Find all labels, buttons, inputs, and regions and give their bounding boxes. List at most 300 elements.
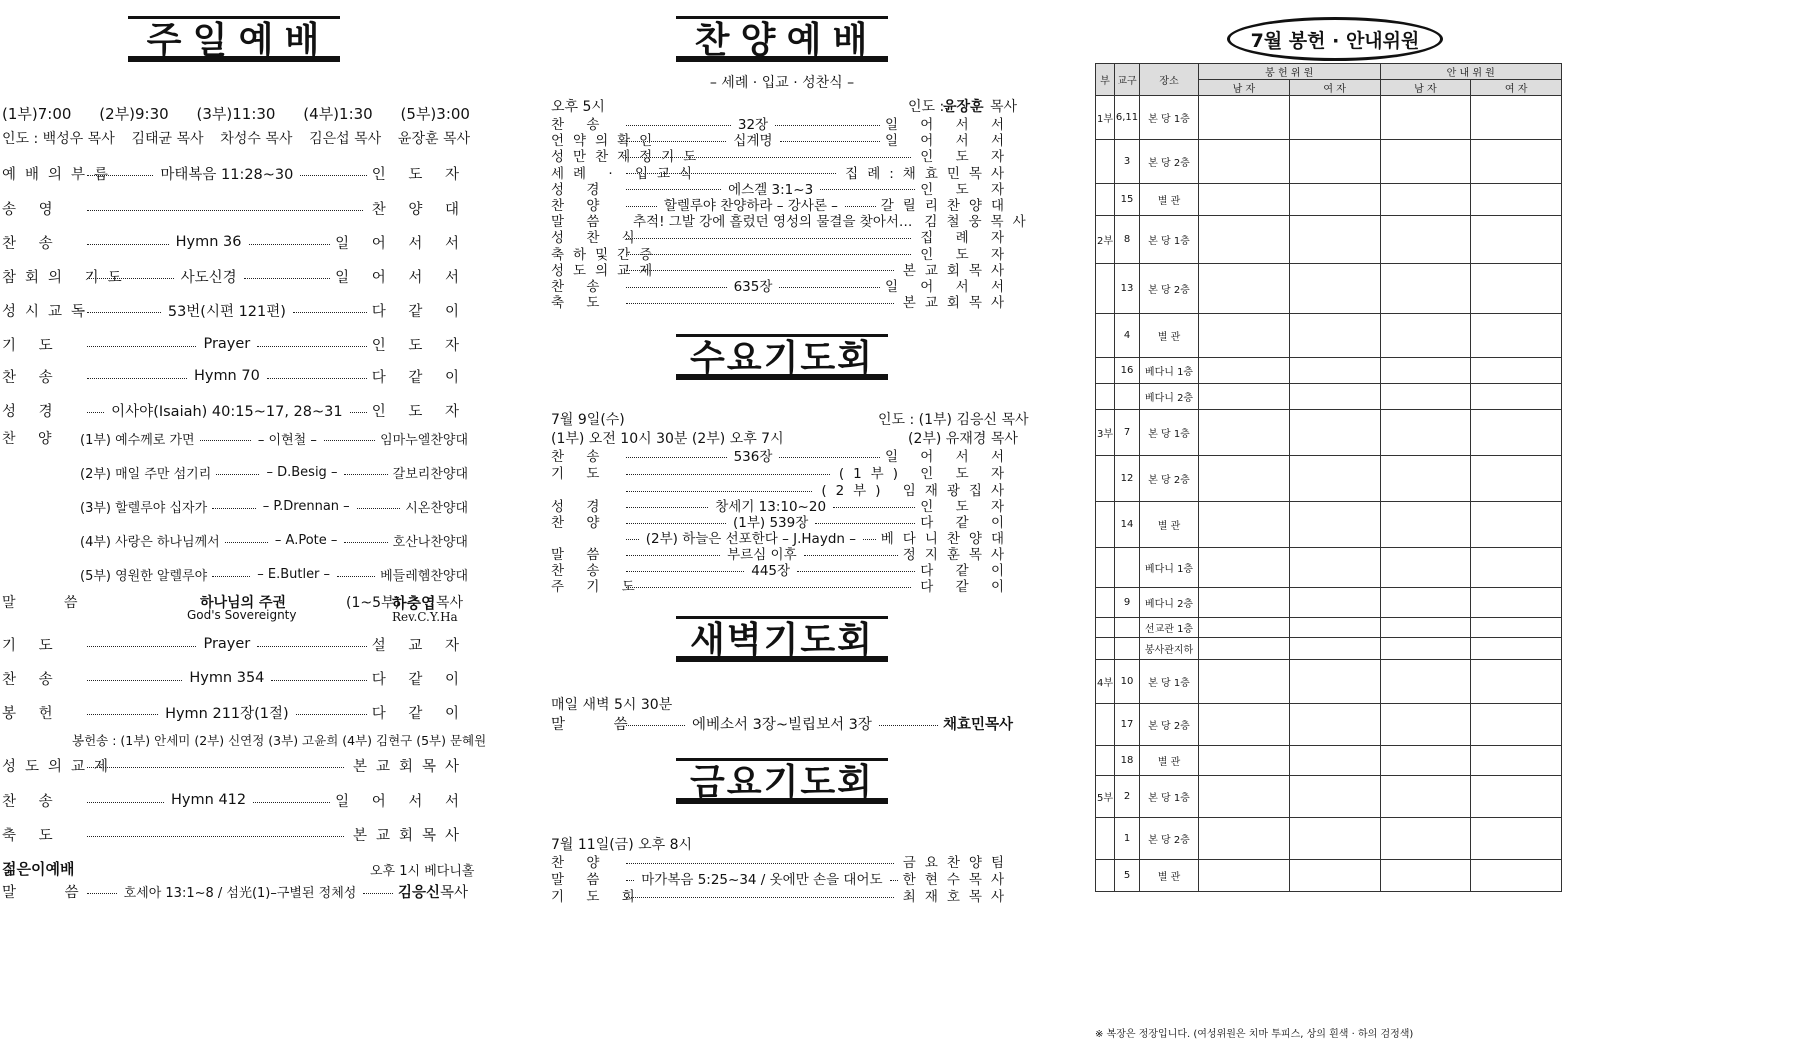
program-row: [2, 366, 468, 386]
program-label: 기 도: [2, 337, 62, 354]
program-row: [2, 755, 468, 775]
program-label: 성 경: [551, 499, 609, 515]
leader-dots: [216, 474, 259, 475]
program-row: [2, 668, 468, 688]
program-role: 김철웅목사: [924, 214, 1035, 231]
program-row: [2, 702, 468, 722]
sermon-preacher-title: 목사: [436, 595, 464, 611]
program-label: 봉 헌: [2, 705, 62, 722]
program-label: 찬 송: [2, 235, 62, 252]
duty-place: 별 관: [1140, 502, 1199, 548]
program-content: 536장: [733, 449, 773, 465]
guide-male-names: [1380, 618, 1471, 638]
anthem-title: (1부) 예수께로 가면: [80, 432, 195, 448]
leader-dots: [626, 206, 657, 207]
duty-bu: 4부: [1096, 660, 1115, 704]
program-row: [2, 300, 468, 320]
offering-male-names: [1199, 502, 1290, 548]
title-char: 기: [763, 620, 801, 661]
duty-place: 베다니 1층: [1140, 358, 1199, 384]
program-content: 445장: [751, 563, 791, 579]
leader-dots: [626, 507, 708, 508]
time-3: (3부)11:30: [196, 105, 276, 123]
title-char: 도: [800, 620, 838, 661]
duty-bu: [1096, 140, 1115, 184]
program-label: 말 씀: [551, 872, 609, 888]
duty-row: [1096, 618, 1562, 638]
offering-female-names: [1289, 548, 1380, 588]
leader-dots: [293, 312, 367, 313]
program-role: 인 도 자: [920, 246, 1013, 263]
duty-place: 베다니 2층: [1140, 384, 1199, 410]
guide-female-names: [1471, 96, 1562, 140]
title-char: 회: [837, 338, 874, 379]
program-label: 찬 양: [551, 198, 609, 214]
program-role: 한현수목사: [902, 872, 1013, 888]
offering-female-names: [1289, 746, 1380, 776]
col-gyogu: 교구: [1115, 64, 1140, 96]
friday-title: [676, 758, 888, 804]
program-role: 인 도 자: [371, 337, 468, 354]
duty-place: 본 당 2층: [1140, 456, 1199, 502]
anthem-composer: – E.Butler –: [257, 566, 331, 582]
program-content: Hymn 412: [171, 792, 247, 808]
leader-dots: [626, 125, 731, 126]
duty-gyogu: 2: [1115, 776, 1140, 818]
offering-male-names: [1199, 548, 1290, 588]
program-label: 찬 송: [551, 449, 609, 465]
program-row: [2, 824, 468, 844]
title-char: 기: [763, 762, 801, 803]
duty-row: [1096, 314, 1562, 358]
dress-note: ※ 복장은 정장입니다. (여성위원은 치마 투피스, 상의 흰색 · 하의 검정색): [1095, 1029, 1414, 1040]
offering-female-names: [1289, 502, 1380, 548]
leader-dots: [879, 725, 938, 726]
guide-male-names: [1380, 358, 1471, 384]
program-content: (1부) 539장: [733, 515, 809, 531]
offering-female-names: [1289, 358, 1380, 384]
program-role: 본교회목사: [902, 262, 1013, 279]
program-row: [2, 334, 468, 354]
program-role: 다 같 이: [920, 515, 1014, 531]
title-char: 예: [786, 20, 824, 61]
leader-dots: [626, 539, 639, 540]
program-role: 인 도 자: [371, 403, 469, 420]
guide-male-names: [1380, 264, 1471, 314]
program-role: 금요찬양팀: [902, 855, 1013, 871]
duty-place: 본 당 2층: [1140, 140, 1199, 184]
program-content: 호세아 13:1~8 / 섬光(1)–구별된 정체성: [123, 885, 357, 901]
duty-gyogu: 14: [1115, 502, 1140, 548]
leader-dots: [87, 175, 153, 176]
program-label: 찬 송: [2, 793, 62, 810]
program-role: (2부) 임재광집사: [821, 483, 1013, 499]
duty-bu: 5부: [1096, 776, 1115, 818]
duty-row: [1096, 184, 1562, 216]
offering-female-names: [1289, 264, 1380, 314]
program-label: 축 도: [2, 827, 62, 844]
duty-row: [1096, 358, 1562, 384]
col-guide: 안 내 위 원: [1380, 64, 1562, 80]
time-2: (2부)9:30: [99, 105, 169, 123]
sermon-subtitle: God's Sovereignty: [187, 608, 297, 622]
col-place: 장소: [1140, 64, 1199, 96]
duty-gyogu: 10: [1115, 660, 1140, 704]
leader-dots: [626, 523, 726, 524]
program-label: 성 찬 식: [551, 230, 644, 247]
title-char: 도: [800, 762, 838, 803]
leader-dots: [87, 278, 174, 279]
duty-place: 베다니 2층: [1140, 588, 1199, 618]
guide-male-names: [1380, 140, 1471, 184]
program-content: 635장: [733, 279, 773, 295]
guide-male-names: [1380, 746, 1471, 776]
program-role: 일 어 서 서: [884, 279, 1014, 295]
dawn-preacher: 채효민목사: [942, 716, 1013, 733]
program-label: 언약의확인: [551, 133, 662, 150]
duty-gyogu: 13: [1115, 264, 1140, 314]
leader-5: 윤장훈 목사: [397, 131, 470, 147]
guide-female-names: [1471, 384, 1562, 410]
guide-female-names: [1471, 216, 1562, 264]
duty-row: [1096, 860, 1562, 892]
anthem-label: 찬 양: [2, 431, 61, 447]
anthem-composer: – 이현철 –: [257, 432, 317, 448]
program-row: [551, 885, 1013, 905]
program-label: 성만찬제정기도: [551, 149, 706, 166]
leader-3: 차성수 목사: [220, 131, 293, 147]
offering-male-names: [1199, 314, 1290, 358]
duty-gyogu: 6,11: [1115, 96, 1140, 140]
offering-male-names: [1199, 216, 1290, 264]
leader-dots: [267, 378, 367, 379]
program-role: 다 같 이: [920, 563, 1013, 579]
duty-bu: [1096, 746, 1115, 776]
offering-female-names: [1289, 638, 1380, 660]
time-4: (4부)1:30: [303, 105, 373, 123]
leader-dots: [626, 491, 812, 492]
leader-dots: [212, 508, 256, 509]
program-content: 사도신경: [180, 269, 237, 286]
col-offering-male: 남 자: [1199, 80, 1290, 96]
youth-sermon-row: [2, 881, 468, 901]
offering-female-names: [1289, 588, 1380, 618]
duty-bu: 2부: [1096, 216, 1115, 264]
program-role: 일 어 서 서: [884, 133, 1014, 150]
program-label: 말 씀: [2, 884, 101, 901]
youth-time: 오후 1시 베다니홀: [370, 864, 475, 879]
title-char: 요: [726, 762, 764, 803]
program-content: 십계명: [733, 133, 773, 150]
anthem-choir: 갈보리찬양대: [392, 466, 469, 482]
program-content: 할렐루야 찬양하라 – 강사론 –: [663, 198, 838, 214]
guide-female-names: [1471, 860, 1562, 892]
program-role: (1부) 인 도 자: [838, 466, 1013, 482]
title-char: 수: [690, 338, 727, 379]
dawn-title: [676, 616, 888, 662]
sermon-preacher-eng: Rev.C.Y.Ha: [392, 610, 458, 624]
praise-leader: 윤장훈: [943, 99, 984, 115]
offering-female-names: [1289, 860, 1380, 892]
program-role: 찬 양 대: [371, 201, 468, 218]
program-row: [2, 266, 468, 286]
leader-dots: [244, 278, 331, 279]
title-char: 벽: [726, 620, 764, 661]
leader-dots: [626, 897, 894, 898]
leader-dots: [626, 189, 721, 190]
offering-female-names: [1289, 818, 1380, 860]
program-content: 이사야(Isaiah) 40:15~17, 28~31: [111, 403, 343, 420]
program-role: 베다니찬양대: [880, 531, 1013, 547]
leader-dots: [337, 576, 375, 577]
program-row: [551, 575, 1013, 595]
anthem-title: (5부) 영원한 알렐루야: [80, 568, 208, 584]
program-label: 참회의 기도: [2, 269, 131, 286]
anthem-row: [80, 530, 468, 550]
program-label: 성 경: [551, 181, 609, 198]
offering-male-names: [1199, 384, 1290, 410]
leader-dots: [200, 440, 251, 441]
leader-dots: [257, 646, 366, 647]
program-row: [2, 790, 468, 810]
leader-dots: [626, 157, 911, 158]
duty-place: 본 당 2층: [1140, 264, 1199, 314]
duty-row: [1096, 548, 1562, 588]
duty-gyogu: 16: [1115, 358, 1140, 384]
leader-dots: [212, 576, 250, 577]
title-char: 예: [238, 20, 276, 61]
duty-row: [1096, 746, 1562, 776]
program-label: 세례 · 입교식: [551, 165, 702, 182]
program-label: 찬 송: [2, 369, 62, 386]
leader-dots: [87, 412, 104, 413]
title-char: 양: [740, 20, 778, 61]
offering-female-names: [1289, 704, 1380, 746]
leader-dots: [87, 680, 182, 681]
leader-dots: [626, 287, 727, 288]
program-role: 다 같 이: [371, 671, 468, 688]
leader-dots: [626, 238, 911, 239]
duty-place: 본 당 1층: [1140, 660, 1199, 704]
program-row: [2, 634, 468, 654]
duty-bu: 1부: [1096, 96, 1115, 140]
col-offering-female: 여 자: [1289, 80, 1380, 96]
offering-male-names: [1199, 618, 1290, 638]
duty-gyogu: 15: [1115, 184, 1140, 216]
duty-gyogu: [1115, 618, 1140, 638]
duty-row: [1096, 502, 1562, 548]
dawn-sermon-row: [551, 713, 1013, 733]
title-char: 새: [690, 620, 727, 661]
duty-bu: [1096, 264, 1115, 314]
offering-male-names: [1199, 456, 1290, 502]
duty-bu: [1096, 860, 1115, 892]
youth-preacher: 김응신: [397, 884, 440, 901]
guide-male-names: [1380, 660, 1471, 704]
anthem-title: (3부) 할렐루야 십자가: [80, 500, 208, 516]
duty-row: [1096, 96, 1562, 140]
duty-gyogu: 17: [1115, 704, 1140, 746]
leader-dots: [87, 767, 344, 768]
leader-dots: [87, 802, 164, 803]
praise-title: [676, 16, 888, 62]
leader-dots: [363, 893, 393, 894]
duty-gyogu: [1115, 548, 1140, 588]
leader-dots: [815, 523, 915, 524]
program-row: [2, 163, 468, 183]
duty-bu: [1096, 456, 1115, 502]
offering-male-names: [1199, 704, 1290, 746]
leader-dots: [626, 457, 727, 458]
duty-table: [1095, 63, 1562, 892]
title-char: 요: [726, 338, 764, 379]
program-role: 갈릴리찬양대: [880, 198, 1013, 214]
leader-dots: [350, 412, 367, 413]
guide-female-names: [1471, 776, 1562, 818]
guide-male-names: [1380, 818, 1471, 860]
program-label: 성시교독: [2, 303, 95, 320]
anthem-title: (2부) 매일 주만 섬기리: [80, 466, 212, 482]
anthem-row: [80, 496, 468, 516]
youth-preacher-title: 목사: [439, 884, 468, 901]
duty-gyogu: 4: [1115, 314, 1140, 358]
program-role: 다 같 이: [920, 579, 1013, 595]
leader-4: 김은섭 목사: [309, 131, 382, 147]
program-content: 에베소서 3장~빌립보서 3장: [692, 716, 872, 733]
leader-dots: [626, 725, 685, 726]
leader-dots: [626, 474, 830, 475]
duty-gyogu: 18: [1115, 746, 1140, 776]
col-offering: 봉 헌 위 원: [1199, 64, 1381, 80]
program-role: 일 어 서 서: [335, 235, 468, 252]
program-content: Prayer: [203, 636, 251, 652]
program-label: 찬 송: [551, 279, 609, 295]
guide-female-names: [1471, 502, 1562, 548]
guide-female-names: [1471, 548, 1562, 588]
duty-place: 본 당 1층: [1140, 216, 1199, 264]
leader-dots: [300, 175, 366, 176]
offering-female-names: [1289, 410, 1380, 456]
program-content: 추적! 그발 강에 흘렀던 영성의 물결을 찾아서…: [633, 214, 913, 231]
duty-gyogu: [1115, 384, 1140, 410]
duty-row: [1096, 818, 1562, 860]
duty-bu: [1096, 502, 1115, 548]
program-role: 설 교 자: [371, 637, 468, 654]
guide-male-names: [1380, 704, 1471, 746]
duty-place: 봉사관지하: [1140, 638, 1199, 660]
duty-bu: [1096, 548, 1115, 588]
guide-male-names: [1380, 502, 1471, 548]
program-label: 기 도: [2, 637, 62, 654]
program-label: 축하및간증: [551, 246, 662, 263]
program-role: 인 도 자: [371, 166, 468, 183]
wednesday-leader: 인도 : (1부) 김응신 목사: [878, 412, 1029, 428]
program-role: 일 어 서 서: [335, 793, 469, 810]
program-content: Prayer: [203, 336, 251, 352]
leader-dots: [271, 680, 366, 681]
leader-dots: [626, 254, 911, 255]
leader-1: 인도 : 백성우 목사: [2, 131, 115, 147]
duty-row: [1096, 264, 1562, 314]
offering-female-names: [1289, 456, 1380, 502]
col-guide-male: 남 자: [1380, 80, 1471, 96]
program-label: 송 영: [2, 201, 62, 218]
duty-bu: [1096, 358, 1115, 384]
guide-female-names: [1471, 264, 1562, 314]
duty-gyogu: 5: [1115, 860, 1140, 892]
program-content: Hymn 70: [193, 368, 260, 384]
program-row: [551, 291, 1013, 311]
wednesday-leader-2: (2부) 유재경 목사: [908, 431, 1018, 447]
guide-female-names: [1471, 704, 1562, 746]
title-char: 찬: [694, 20, 732, 61]
offering-female-names: [1289, 660, 1380, 704]
offering-male-names: [1199, 358, 1290, 384]
sermon-parts: (1~5부): [346, 595, 400, 611]
sermon-title: 하나님의 주권: [200, 595, 287, 611]
guide-male-names: [1380, 96, 1471, 140]
program-role: 다 같 이: [371, 303, 469, 320]
program-label: 찬 송: [2, 671, 62, 688]
duty-place: 별 관: [1140, 184, 1199, 216]
program-row: [2, 232, 468, 252]
program-role: 최재호목사: [902, 889, 1013, 905]
program-role: 본교회목사: [902, 295, 1013, 312]
leader-dots: [890, 880, 898, 881]
guide-male-names: [1380, 184, 1471, 216]
guide-male-names: [1380, 860, 1471, 892]
program-role: 일 어 서 서: [335, 269, 469, 286]
duty-bu: 3부: [1096, 410, 1115, 456]
duty-gyogu: 3: [1115, 140, 1140, 184]
duty-bu: [1096, 618, 1115, 638]
program-label: 기 도: [551, 466, 609, 482]
program-content: 마태복음 11:28~30: [160, 166, 294, 183]
duty-bu: [1096, 638, 1115, 660]
program-label: 찬 양: [551, 855, 609, 871]
guide-female-names: [1471, 410, 1562, 456]
guide-female-names: [1471, 140, 1562, 184]
anthem-choir: 임마누엘찬양대: [380, 432, 469, 448]
duty-row: [1096, 704, 1562, 746]
duty-row: [1096, 216, 1562, 264]
program-label: 성 경: [2, 403, 62, 420]
offering-female-names: [1289, 618, 1380, 638]
duty-row: [1096, 384, 1562, 410]
col-guide-female: 여 자: [1471, 80, 1562, 96]
leader-dots: [324, 440, 375, 441]
guide-female-names: [1471, 588, 1562, 618]
program-role: 일 어 서 서: [884, 449, 1014, 465]
program-role: 정지훈목사: [902, 547, 1013, 563]
offering-male-names: [1199, 818, 1290, 860]
duty-place: 별 관: [1140, 746, 1199, 776]
program-role: 일 어 서 서: [884, 117, 1013, 133]
program-label: 말 씀: [551, 716, 650, 733]
wednesday-title: [676, 334, 888, 380]
praise-leader-label: 인도 :: [908, 99, 945, 115]
duty-bu: [1096, 588, 1115, 618]
title-char: 배: [832, 20, 870, 61]
program-role: 인 도 자: [920, 181, 1014, 198]
duty-row: [1096, 456, 1562, 502]
leader-dots: [253, 802, 330, 803]
duty-bu: [1096, 184, 1115, 216]
duty-place: 본 당 1층: [1140, 776, 1199, 818]
leader-dots: [833, 507, 915, 508]
program-content: Hymn 211장(1절): [165, 705, 289, 722]
program-content: Hymn 36: [175, 234, 242, 250]
